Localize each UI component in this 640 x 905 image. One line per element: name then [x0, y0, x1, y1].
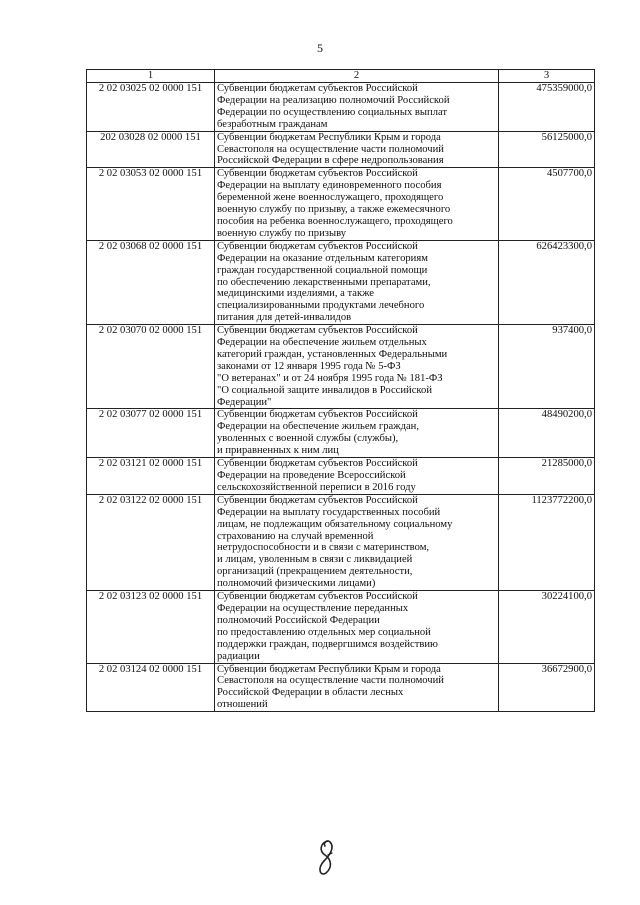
- row-name-line: по обеспечению лекарственными препаратами,: [217, 276, 431, 288]
- table-body: [87, 83, 595, 712]
- table-row: [87, 83, 595, 132]
- row-amount: 36672900,0: [499, 663, 595, 712]
- row-name-line: отношений: [217, 699, 268, 711]
- row-name-line: военную службу по призыву: [217, 227, 347, 239]
- row-code: 2 02 03123 02 0000 151: [87, 591, 215, 663]
- row-name: [215, 409, 499, 458]
- row-name-line: Субвенции бюджетам субъектов Российской: [217, 240, 418, 252]
- row-name-line: Субвенции бюджетам Республики Крым и города: [217, 131, 441, 143]
- row-name-line: Федерации на выплату государственных пособий: [217, 506, 441, 518]
- row-name-line: Федерации на реализацию полномочий Российской: [217, 94, 450, 106]
- row-name: [215, 458, 499, 495]
- row-name-line: Севастополя на осуществление части полномочий: [217, 143, 444, 155]
- table-row: [87, 325, 595, 409]
- row-name-line: Федерации на обеспечение жильем отдельных: [217, 337, 427, 349]
- handwritten-page-mark: [306, 837, 346, 877]
- row-name: [215, 494, 499, 590]
- row-name-line: Российской Федерации в области лесных: [217, 687, 404, 699]
- row-name-line: поддержки граждан, подвергшимся воздействию: [217, 638, 438, 650]
- row-amount: 30224100,0: [499, 591, 595, 663]
- row-amount: 626423300,0: [499, 240, 595, 324]
- row-code: 2 02 03124 02 0000 151: [87, 663, 215, 712]
- table-row: [87, 458, 595, 495]
- header-col-1: 1: [87, 70, 215, 83]
- row-name-line: Субвенции бюджетам субъектов Российской: [217, 494, 418, 506]
- row-name-line: и приравненных к ним лиц: [217, 445, 339, 457]
- row-name-line: пособия на ребенка военнослужащего, проходящего: [217, 215, 453, 227]
- row-name-line: и лицам, уволенным в связи с ликвидацией: [217, 554, 413, 566]
- row-amount: 21285000,0: [499, 458, 595, 495]
- row-name-line: лицам, не подлежащим обязательному социальному: [217, 518, 453, 530]
- row-code: 202 03028 02 0000 151: [87, 131, 215, 168]
- header-col-3: 3: [499, 70, 595, 83]
- row-code: 2 02 03077 02 0000 151: [87, 409, 215, 458]
- row-name-line: полномочий физическими лицами): [217, 578, 376, 590]
- table-row: [87, 494, 595, 590]
- row-code: 2 02 03121 02 0000 151: [87, 458, 215, 495]
- row-code: 2 02 03122 02 0000 151: [87, 494, 215, 590]
- row-name: [215, 325, 499, 409]
- row-name-line: граждан государственной социальной помощи: [217, 264, 428, 276]
- row-name-line: Федерации на осуществление переданных: [217, 602, 409, 614]
- row-amount: 937400,0: [499, 325, 595, 409]
- row-name: [215, 591, 499, 663]
- row-name-line: Федерации": [217, 396, 272, 408]
- table-header-row: [87, 70, 595, 83]
- row-name: [215, 131, 499, 168]
- row-name-line: категорий граждан, установленных Федеральными: [217, 348, 448, 360]
- row-code: 2 02 03053 02 0000 151: [87, 168, 215, 240]
- row-name: [215, 168, 499, 240]
- table-row: [87, 663, 595, 712]
- row-name-line: Субвенции бюджетам субъектов Российской: [217, 168, 418, 180]
- row-name-line: Федерации на проведение Всероссийской: [217, 470, 406, 481]
- row-name-line: Субвенции бюджетам субъектов Российской: [217, 591, 418, 603]
- table-row: [87, 591, 595, 663]
- row-name-line: Федерации на оказание отдельным категориям: [217, 252, 428, 264]
- row-name-line: Субвенции бюджетам субъектов Российской: [217, 409, 418, 421]
- row-name: [215, 663, 499, 712]
- header-col-2: 2: [215, 70, 499, 83]
- row-amount: 475359000,0: [499, 83, 595, 132]
- page-number: 5: [317, 41, 323, 55]
- row-name-line: страхованию на случай временной: [217, 530, 374, 542]
- row-name-line: военную службу по призыву, а также ежемесячного: [217, 204, 451, 216]
- row-name-line: по предоставлению отдельных мер социальной: [217, 626, 431, 638]
- row-name-line: "О ветеранах" и от 24 ноября 1995 года № 181-ФЗ: [217, 372, 443, 384]
- row-name-line: полномочий Российской Федерации: [217, 614, 380, 626]
- row-name-line: уволенных с военной службы (службы),: [217, 433, 399, 445]
- row-name-line: Субвенции бюджетам субъектов Российской: [217, 83, 418, 94]
- row-name-line: Российской Федерации в сфере недропользования: [217, 155, 444, 167]
- row-name-line: Федерации по осуществлению социальных выплат: [217, 106, 448, 118]
- row-code: 2 02 03068 02 0000 151: [87, 240, 215, 324]
- row-name-line: организаций (прекращением деятельности,: [217, 566, 413, 578]
- table-row: [87, 409, 595, 458]
- budget-table: [86, 69, 595, 712]
- row-name-line: радиации: [217, 650, 260, 662]
- row-code: 2 02 03070 02 0000 151: [87, 325, 215, 409]
- row-name-line: Субвенции бюджетам Республики Крым и города: [217, 663, 441, 675]
- row-name-line: Субвенции бюджетам субъектов Российской: [217, 458, 418, 470]
- row-name-line: питания для детей-инвалидов: [217, 312, 352, 324]
- row-name-line: Федерации на выплату единовременного пособия: [217, 180, 442, 192]
- table-row: [87, 131, 595, 168]
- row-name-line: Субвенции бюджетам субъектов Российской: [217, 325, 418, 337]
- row-name-line: Севастополя на осуществление части полномочий: [217, 675, 444, 687]
- row-amount: 48490200,0: [499, 409, 595, 458]
- row-code: 2 02 03025 02 0000 151: [87, 83, 215, 132]
- row-name-line: беременной жене военнослужащего, проходящего: [217, 192, 444, 204]
- row-name-line: "О социальной защите инвалидов в Российской: [217, 384, 432, 396]
- row-name-line: Федерации на обеспечение жильем граждан,: [217, 421, 419, 433]
- table-row: [87, 168, 595, 240]
- row-name-line: безработным гражданам: [217, 118, 328, 130]
- row-name-line: специализированными продуктами лечебного: [217, 300, 425, 312]
- row-name: [215, 240, 499, 324]
- row-name-line: нетрудоспособности и в связи с материнством,: [217, 542, 430, 554]
- row-name-line: сельскохозяйственной переписи в 2016 году: [217, 481, 416, 493]
- row-amount: 4507700,0: [499, 168, 595, 240]
- row-name-line: медицинскими изделиями, а также: [217, 288, 374, 300]
- row-name: [215, 83, 499, 132]
- row-name-line: законами от 12 января 1995 года № 5-ФЗ: [217, 360, 401, 372]
- row-amount: 56125000,0: [499, 131, 595, 168]
- table-row: [87, 240, 595, 324]
- row-amount: 1123772200,0: [499, 494, 595, 590]
